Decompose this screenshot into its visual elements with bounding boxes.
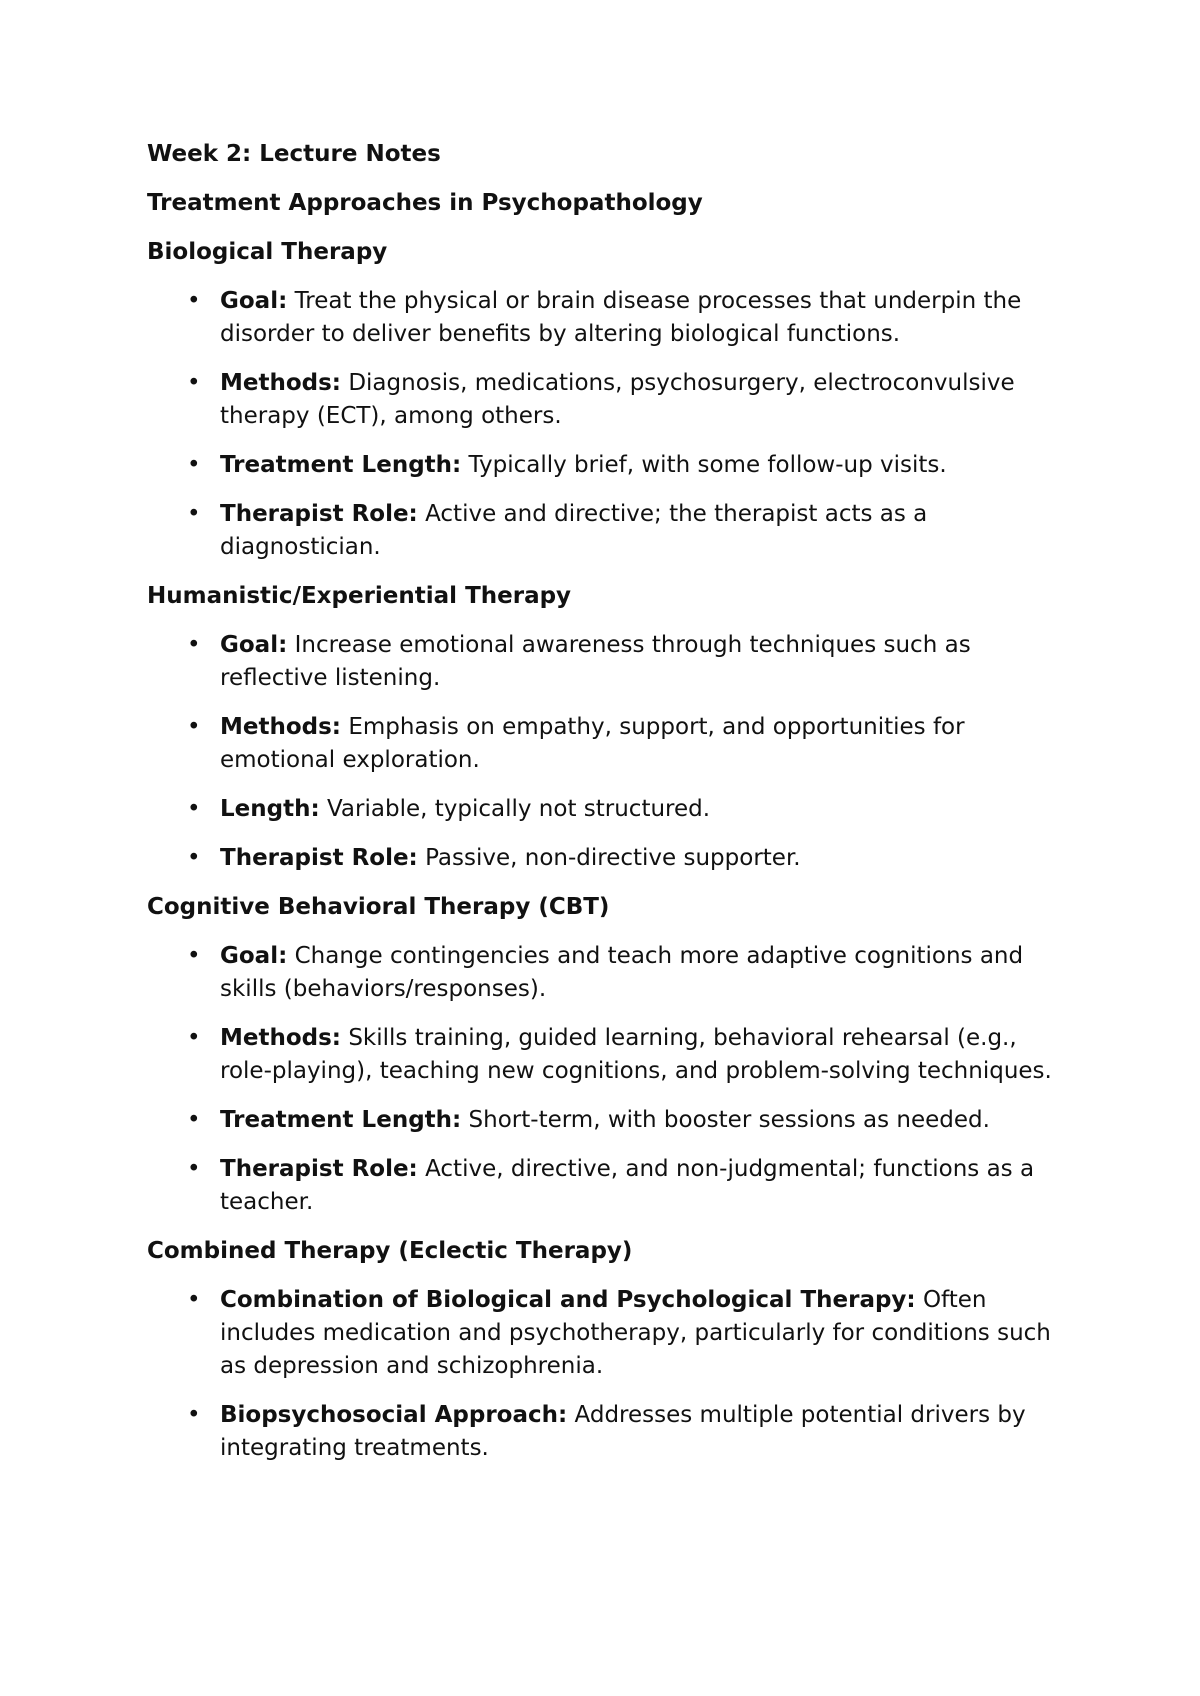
bullet-icon (187, 1399, 199, 1432)
document-page (147, 138, 1067, 1481)
bullet-icon (187, 1104, 199, 1137)
item-text: Active and directive; the therapist acts as a diagnostician. (220, 501, 928, 560)
bullet-icon (187, 711, 199, 744)
list-item (147, 498, 1067, 564)
item-label: Goal: (220, 943, 288, 969)
list-item (147, 1399, 1067, 1465)
bullet-icon (187, 449, 199, 482)
item-label: Goal: (220, 632, 288, 658)
list-item (147, 367, 1067, 433)
item-text: Treat the physical or brain disease processes that underpin the disorder to deliver benefits by altering biological functions. (220, 288, 1022, 347)
bullet-list (147, 285, 1067, 564)
item-label: Methods: (220, 1025, 342, 1051)
list-item (147, 285, 1067, 351)
section-heading: Combined Therapy (Eclectic Therapy) (147, 1238, 633, 1264)
list-item (147, 940, 1067, 1006)
bullet-icon (187, 842, 199, 875)
section-cbt (147, 891, 1067, 1219)
item-label: Therapist Role: (220, 1156, 418, 1182)
week-title: Week 2: Lecture Notes (147, 141, 441, 167)
bullet-icon (187, 940, 199, 973)
bullet-icon (187, 1153, 199, 1186)
item-text: Diagnosis, medications, psychosurgery, electroconvulsive therapy (ECT), among others. (220, 370, 1015, 429)
bullet-icon (187, 629, 199, 662)
section-heading: Humanistic/Experiential Therapy (147, 583, 572, 609)
bullet-icon (187, 1022, 199, 1055)
item-text: Change contingencies and teach more adaptive cognitions and skills (behaviors/responses). (220, 943, 1024, 1002)
item-label: Biopsychosocial Approach: (220, 1402, 568, 1428)
section-combined-therapy (147, 1235, 1067, 1465)
item-label: Goal: (220, 288, 288, 314)
item-text: Emphasis on empathy, support, and opportunities for emotional exploration. (220, 714, 965, 773)
bullet-list (147, 940, 1067, 1219)
bullet-icon (187, 498, 199, 531)
bullet-icon (187, 793, 199, 826)
item-label: Treatment Length: (220, 452, 462, 478)
item-text: Typically brief, with some follow-up visits. (461, 452, 947, 478)
item-label: Methods: (220, 714, 342, 740)
section-biological-therapy (147, 236, 1067, 564)
item-label: Therapist Role: (220, 845, 418, 871)
bullet-icon (187, 285, 199, 318)
item-label: Therapist Role: (220, 501, 418, 527)
item-text: Passive, non-directive supporter. (417, 845, 801, 871)
main-title: Treatment Approaches in Psychopathology (147, 190, 703, 216)
item-text: Active, directive, and non-judgmental; functions as a teacher. (220, 1156, 1035, 1215)
section-heading: Biological Therapy (147, 239, 388, 265)
bullet-list (147, 1284, 1067, 1465)
bullet-list (147, 629, 1067, 875)
bullet-icon (187, 1284, 199, 1317)
section-heading: Cognitive Behavioral Therapy (CBT) (147, 894, 610, 920)
item-text: Often includes medication and psychotherapy, particularly for conditions such as depression and schizophrenia. (220, 1287, 1051, 1379)
item-text: Addresses multiple potential drivers by integrating treatments. (220, 1402, 1026, 1461)
item-label: Combination of Biological and Psychological Therapy: (220, 1287, 916, 1313)
section-humanistic-therapy (147, 580, 1067, 875)
item-text: Variable, typically not structured. (319, 796, 711, 822)
list-item (147, 711, 1067, 777)
list-item (147, 842, 1067, 875)
list-item (147, 449, 1067, 482)
list-item (147, 1284, 1067, 1383)
bullet-icon (187, 367, 199, 400)
item-label: Treatment Length: (220, 1107, 462, 1133)
item-text: Increase emotional awareness through techniques such as reflective listening. (220, 632, 971, 691)
list-item (147, 793, 1067, 826)
list-item (147, 629, 1067, 695)
list-item (147, 1104, 1067, 1137)
list-item (147, 1022, 1067, 1088)
item-text: Skills training, guided learning, behavioral rehearsal (e.g., role-playing), teaching new cognitions, and problem-solving techniques. (220, 1025, 1052, 1084)
item-label: Length: (220, 796, 320, 822)
item-text: Short-term, with booster sessions as needed. (461, 1107, 990, 1133)
item-label: Methods: (220, 370, 342, 396)
list-item (147, 1153, 1067, 1219)
